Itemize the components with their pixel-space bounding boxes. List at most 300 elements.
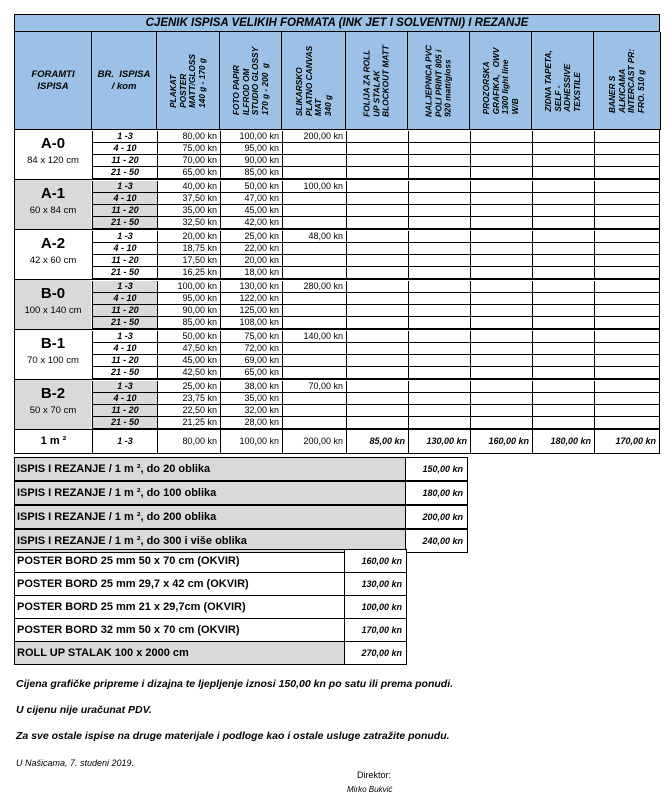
column-header-label: PROZORSKA GRAFIKA, OWV 1300 light line W/B <box>480 47 520 114</box>
price-cell <box>408 331 470 343</box>
cutting-service-label: ISPIS I REZANJE / 1 m ², do 20 oblika <box>14 457 406 481</box>
table-row <box>92 267 659 279</box>
price-cell <box>594 355 659 367</box>
format-cell <box>15 180 91 229</box>
price-cell <box>470 267 532 279</box>
price-cell: 200,00 kn <box>282 131 346 143</box>
format-name: B-2 <box>40 385 66 402</box>
note-vat: U cijenu nije uračunat PDV. <box>16 704 152 716</box>
column-header-label: FOTO PAPIR ILFROD OM STUDIO GLOSSY 170 g - 200 g <box>230 46 270 115</box>
price-cell <box>346 355 408 367</box>
price-cell <box>470 217 532 229</box>
price-table <box>14 130 660 454</box>
quantity-cell: 21 - 50 <box>92 167 157 179</box>
price-cell <box>282 143 346 155</box>
price-cell: 90,00 kn <box>157 305 220 317</box>
price-cell <box>532 181 594 193</box>
price-cell: 70,00 kn <box>282 381 346 393</box>
price-cell <box>532 417 594 429</box>
table-row <box>92 193 659 205</box>
price-cell <box>346 131 408 143</box>
price-cell: 42,50 kn <box>157 367 220 379</box>
format-group <box>14 180 660 230</box>
quantity-cell: 4 - 10 <box>92 293 157 305</box>
price-cell <box>346 267 408 279</box>
format-name: A-1 <box>40 185 66 202</box>
price-cell: 180,00 kn <box>532 430 594 453</box>
column-header <box>593 32 661 130</box>
price-cell: 18,00 kn <box>220 267 282 279</box>
price-cell <box>408 205 470 217</box>
price-cell <box>470 255 532 267</box>
price-cell <box>346 367 408 379</box>
column-header <box>156 32 220 130</box>
price-cell <box>282 243 346 255</box>
table-row <box>92 367 659 379</box>
price-cell <box>408 181 470 193</box>
price-cell <box>346 331 408 343</box>
price-cell: 25,00 kn <box>157 381 220 393</box>
price-cell <box>594 193 659 205</box>
price-cell: 160,00 kn <box>470 430 532 453</box>
column-header-label: BANER S ALKICAMA INTERCAST PR: FRO. 510 g <box>606 48 646 113</box>
price-cell <box>594 293 659 305</box>
price-cell: 130,00 kn <box>220 281 282 293</box>
price-cell <box>282 167 346 179</box>
price-cell: 69,00 kn <box>220 355 282 367</box>
price-cell <box>532 243 594 255</box>
price-cell <box>346 205 408 217</box>
price-cell <box>470 381 532 393</box>
price-cell: 65,00 kn <box>220 367 282 379</box>
price-cell: 50,00 kn <box>220 181 282 193</box>
format-group <box>14 130 660 180</box>
price-cell: 38,00 kn <box>220 381 282 393</box>
column-header <box>14 32 92 130</box>
price-cell: 280,00 kn <box>282 281 346 293</box>
price-cell <box>282 317 346 329</box>
price-cell <box>282 217 346 229</box>
price-cell <box>408 405 470 417</box>
quantity-cell: 4 - 10 <box>92 193 157 205</box>
quantity-cell: 11 - 20 <box>92 305 157 317</box>
price-cell <box>594 393 659 405</box>
price-cell: 32,00 kn <box>220 405 282 417</box>
price-cell <box>532 343 594 355</box>
price-cell <box>594 281 659 293</box>
quantity-cell: 21 - 50 <box>92 317 157 329</box>
format-name: 1 m ² <box>40 435 67 447</box>
director-label: Direktor: <box>357 770 392 780</box>
price-cell <box>594 367 659 379</box>
table-row <box>92 167 659 179</box>
quantity-cell: 11 - 20 <box>92 355 157 367</box>
quantity-cell: 11 - 20 <box>92 155 157 167</box>
price-cell <box>470 317 532 329</box>
price-cell: 85,00 kn <box>346 430 408 453</box>
price-cell <box>346 155 408 167</box>
price-cell <box>594 405 659 417</box>
format-group <box>14 330 660 380</box>
price-cell <box>282 305 346 317</box>
board-item-price: 270,00 kn <box>344 641 407 665</box>
column-header <box>281 32 346 130</box>
table-row <box>92 381 659 393</box>
quantity-cell: 1 -3 <box>92 281 157 293</box>
note-other: Za sve ostale ispise na druge materijale i podloge kao i ostale usluge zatražite ponudu. <box>16 730 450 742</box>
price-cell: 95,00 kn <box>157 293 220 305</box>
board-item-label: ROLL UP STALAK 100 x 2000 cm <box>14 641 345 665</box>
board-item-label: POSTER BORD 25 mm 21 x 29,7cm (OKVIR) <box>14 595 345 619</box>
price-cell <box>594 317 659 329</box>
price-cell <box>408 293 470 305</box>
price-cell: 47,50 kn <box>157 343 220 355</box>
price-cell: 21,25 kn <box>157 417 220 429</box>
format-cell <box>15 330 91 379</box>
price-cell: 122,00 kn <box>220 293 282 305</box>
cutting-service-label: ISPIS I REZANJE / 1 m ², do 300 i više oblika <box>14 529 406 553</box>
cutting-service-price: 180,00 kn <box>405 481 468 505</box>
price-cell: 100,00 kn <box>220 131 282 143</box>
price-cell: 47,00 kn <box>220 193 282 205</box>
column-header <box>91 32 157 130</box>
table-row <box>92 293 659 305</box>
price-cell <box>408 355 470 367</box>
price-cell <box>282 193 346 205</box>
price-cell <box>346 143 408 155</box>
price-cell <box>532 317 594 329</box>
format-name: B-0 <box>40 285 66 302</box>
table-row <box>92 343 659 355</box>
price-cell <box>532 267 594 279</box>
quantity-cell: 21 - 50 <box>92 367 157 379</box>
price-cell <box>408 231 470 243</box>
price-cell <box>408 317 470 329</box>
table-row <box>92 355 659 367</box>
price-cell: 100,00 kn <box>157 281 220 293</box>
price-cell <box>282 405 346 417</box>
price-cell <box>594 243 659 255</box>
format-group <box>14 280 660 330</box>
price-cell <box>532 331 594 343</box>
price-cell <box>470 231 532 243</box>
price-cell <box>594 205 659 217</box>
price-cell: 125,00 kn <box>220 305 282 317</box>
price-cell <box>470 181 532 193</box>
format-size: 50 x 70 cm <box>29 405 77 416</box>
price-cell <box>594 343 659 355</box>
price-cell <box>594 231 659 243</box>
price-cell <box>282 205 346 217</box>
price-cell <box>594 305 659 317</box>
board-item-price: 160,00 kn <box>344 549 407 573</box>
format-size: 100 x 140 cm <box>24 305 82 316</box>
table-row <box>92 317 659 329</box>
price-cell <box>470 281 532 293</box>
format-size: 84 x 120 cm <box>27 155 79 166</box>
price-cell: 37,50 kn <box>157 193 220 205</box>
note-design: Cijena grafičke pripreme i dizajna te ljepljenje iznosi 150,00 kn po satu ili prema ponudi. <box>16 678 454 690</box>
price-cell: 18,75 kn <box>157 243 220 255</box>
price-cell <box>346 231 408 243</box>
price-cell: 75,00 kn <box>157 143 220 155</box>
price-cell <box>408 255 470 267</box>
price-cell: 85,00 kn <box>157 317 220 329</box>
table-row <box>92 231 659 243</box>
price-cell: 40,00 kn <box>157 181 220 193</box>
quantity-cell: 4 - 10 <box>92 143 157 155</box>
quantity-cell: 1 -3 <box>92 430 157 453</box>
price-cell: 65,00 kn <box>157 167 220 179</box>
price-cell: 20,00 kn <box>220 255 282 267</box>
price-cell: 25,00 kn <box>220 231 282 243</box>
column-header <box>531 32 594 130</box>
price-cell <box>408 131 470 143</box>
board-item-price: 100,00 kn <box>344 595 407 619</box>
cutting-service-price: 200,00 kn <box>405 505 468 529</box>
price-cell <box>408 343 470 355</box>
price-cell: 75,00 kn <box>220 331 282 343</box>
price-cell <box>282 293 346 305</box>
quantity-cell: 1 -3 <box>92 381 157 393</box>
price-cell <box>282 417 346 429</box>
price-cell: 170,00 kn <box>594 430 659 453</box>
quantity-cell: 21 - 50 <box>92 267 157 279</box>
format-size: 70 x 100 cm <box>27 355 79 366</box>
price-cell <box>408 281 470 293</box>
price-cell <box>470 305 532 317</box>
price-cell <box>532 381 594 393</box>
format-cell <box>15 230 91 279</box>
price-cell <box>594 381 659 393</box>
price-cell: 45,00 kn <box>220 205 282 217</box>
price-cell <box>408 243 470 255</box>
cutting-service-label: ISPIS I REZANJE / 1 m ², do 200 oblika <box>14 505 406 529</box>
format-cell <box>15 130 91 179</box>
table-row <box>92 131 659 143</box>
column-header-label: FORAMTI ISPISA <box>31 68 75 92</box>
price-cell <box>594 267 659 279</box>
price-cell: 23,75 kn <box>157 393 220 405</box>
column-header-label: ZIDNA TAPETA, SELF - ADHESSIVE TEXSTILE <box>542 49 582 112</box>
table-row <box>92 181 659 193</box>
price-cell <box>346 343 408 355</box>
column-header <box>469 32 532 130</box>
price-cell <box>408 367 470 379</box>
price-cell <box>532 131 594 143</box>
column-header-label: FOLIJA ZA ROLL UP STALAK BLOCKOUT MATT <box>361 44 391 117</box>
cutting-service-price: 240,00 kn <box>405 529 468 553</box>
board-item-price: 130,00 kn <box>344 572 407 596</box>
price-cell <box>594 167 659 179</box>
price-cell <box>282 267 346 279</box>
format-name: A-2 <box>40 235 66 252</box>
price-cell <box>282 355 346 367</box>
price-cell <box>594 143 659 155</box>
cutting-service-label: ISPIS I REZANJE / 1 m ², do 100 oblika <box>14 481 406 505</box>
table-row <box>92 281 659 293</box>
price-cell: 130,00 kn <box>408 430 470 453</box>
quantity-cell: 4 - 10 <box>92 243 157 255</box>
price-cell: 35,00 kn <box>220 393 282 405</box>
column-header-label: NALJEPNICA PVC POLI PRINT 805 i 920 matt/gloss <box>423 44 453 117</box>
price-cell <box>408 167 470 179</box>
price-cell <box>346 305 408 317</box>
price-cell: 70,00 kn <box>157 155 220 167</box>
table-row <box>92 155 659 167</box>
price-cell: 45,00 kn <box>157 355 220 367</box>
price-cell <box>408 193 470 205</box>
price-cell <box>470 205 532 217</box>
price-cell <box>532 155 594 167</box>
price-cell <box>532 193 594 205</box>
price-cell <box>346 417 408 429</box>
price-cell <box>346 217 408 229</box>
price-cell <box>346 255 408 267</box>
cutting-service-price: 150,00 kn <box>405 457 468 481</box>
price-cell <box>408 381 470 393</box>
column-header <box>345 32 408 130</box>
price-cell <box>470 131 532 143</box>
price-cell <box>346 381 408 393</box>
price-cell <box>532 393 594 405</box>
quantity-cell: 4 - 10 <box>92 343 157 355</box>
square-meter-row <box>14 430 660 454</box>
price-cell <box>532 281 594 293</box>
quantity-cell: 4 - 10 <box>92 393 157 405</box>
price-cell <box>282 343 346 355</box>
quantity-cell: 1 -3 <box>92 331 157 343</box>
price-cell <box>470 243 532 255</box>
column-header <box>407 32 470 130</box>
price-cell <box>282 255 346 267</box>
table-header <box>14 32 661 130</box>
table-row <box>92 143 659 155</box>
quantity-cell: 21 - 50 <box>92 217 157 229</box>
price-cell: 48,00 kn <box>282 231 346 243</box>
column-header <box>219 32 282 130</box>
director-name: Mirko Bukvić <box>347 785 393 794</box>
column-header-label: SLIKARSKO PLATNO CANVAS MAT 340 g <box>293 45 333 116</box>
price-cell <box>408 305 470 317</box>
table-row <box>92 331 659 343</box>
price-cell <box>346 393 408 405</box>
page-title: CJENIK ISPISA VELIKIH FORMATA (INK JET I SOLVENTNI) I REZANJE <box>14 14 660 32</box>
format-size: 42 x 60 cm <box>29 255 77 266</box>
price-cell <box>532 293 594 305</box>
price-cell <box>282 367 346 379</box>
price-cell <box>408 417 470 429</box>
price-cell <box>346 293 408 305</box>
price-cell <box>346 243 408 255</box>
price-cell <box>346 281 408 293</box>
price-cell: 95,00 kn <box>220 143 282 155</box>
price-cell <box>408 155 470 167</box>
quantity-cell: 1 -3 <box>92 231 157 243</box>
price-cell <box>470 367 532 379</box>
column-header-label: BR. ISPISA / kom <box>97 68 151 92</box>
price-cell <box>470 405 532 417</box>
price-cell <box>532 255 594 267</box>
price-cell <box>470 293 532 305</box>
quantity-cell: 1 -3 <box>92 131 157 143</box>
price-cell <box>470 143 532 155</box>
table-row <box>92 217 659 229</box>
price-cell <box>346 317 408 329</box>
quantity-cell: 21 - 50 <box>92 417 157 429</box>
price-cell <box>532 405 594 417</box>
price-cell: 50,00 kn <box>157 331 220 343</box>
price-cell <box>532 305 594 317</box>
price-cell <box>594 181 659 193</box>
price-cell <box>594 255 659 267</box>
quantity-cell: 11 - 20 <box>92 205 157 217</box>
price-cell <box>346 405 408 417</box>
price-cell <box>470 167 532 179</box>
price-cell: 100,00 kn <box>282 181 346 193</box>
price-cell <box>408 393 470 405</box>
price-cell <box>408 267 470 279</box>
price-cell <box>470 343 532 355</box>
price-cell: 90,00 kn <box>220 155 282 167</box>
price-cell: 85,00 kn <box>220 167 282 179</box>
board-item-label: POSTER BORD 25 mm 50 x 70 cm (OKVIR) <box>14 549 345 573</box>
price-cell <box>594 131 659 143</box>
price-cell: 100,00 kn <box>220 430 282 453</box>
board-item-label: POSTER BORD 32 mm 50 x 70 cm (OKVIR) <box>14 618 345 642</box>
price-cell: 80,00 kn <box>157 131 220 143</box>
price-cell <box>282 155 346 167</box>
price-cell: 20,00 kn <box>157 231 220 243</box>
price-cell: 22,50 kn <box>157 405 220 417</box>
price-cell: 42,00 kn <box>220 217 282 229</box>
price-cell <box>532 367 594 379</box>
price-cell: 16,25 kn <box>157 267 220 279</box>
quantity-cell: 1 -3 <box>92 181 157 193</box>
format-name: A-0 <box>40 135 66 152</box>
price-cell <box>346 167 408 179</box>
price-cell <box>594 155 659 167</box>
price-cell <box>532 355 594 367</box>
table-row <box>92 255 659 267</box>
price-cell <box>470 393 532 405</box>
price-cell: 108,00 kn <box>220 317 282 329</box>
price-cell <box>470 193 532 205</box>
price-cell: 72,00 kn <box>220 343 282 355</box>
price-cell: 140,00 kn <box>282 331 346 343</box>
format-name: B-1 <box>40 335 66 352</box>
price-cell <box>594 217 659 229</box>
price-cell: 200,00 kn <box>282 430 346 453</box>
price-cell <box>470 331 532 343</box>
format-size: 60 x 84 cm <box>29 205 77 216</box>
price-cell <box>470 355 532 367</box>
column-header-label: PLAKAT POSTER MATT/GLOSS 140 g - 170 g <box>167 53 207 108</box>
price-cell: 32,50 kn <box>157 217 220 229</box>
format-group <box>14 230 660 280</box>
board-item-label: POSTER BORD 25 mm 29,7 x 42 cm (OKVIR) <box>14 572 345 596</box>
table-row <box>92 243 659 255</box>
price-cell <box>532 231 594 243</box>
price-cell: 17,50 kn <box>157 255 220 267</box>
price-cell <box>532 205 594 217</box>
price-cell <box>470 417 532 429</box>
table-row <box>92 417 659 429</box>
table-row <box>92 205 659 217</box>
price-cell <box>594 331 659 343</box>
price-cell <box>470 155 532 167</box>
quantity-cell: 11 - 20 <box>92 405 157 417</box>
